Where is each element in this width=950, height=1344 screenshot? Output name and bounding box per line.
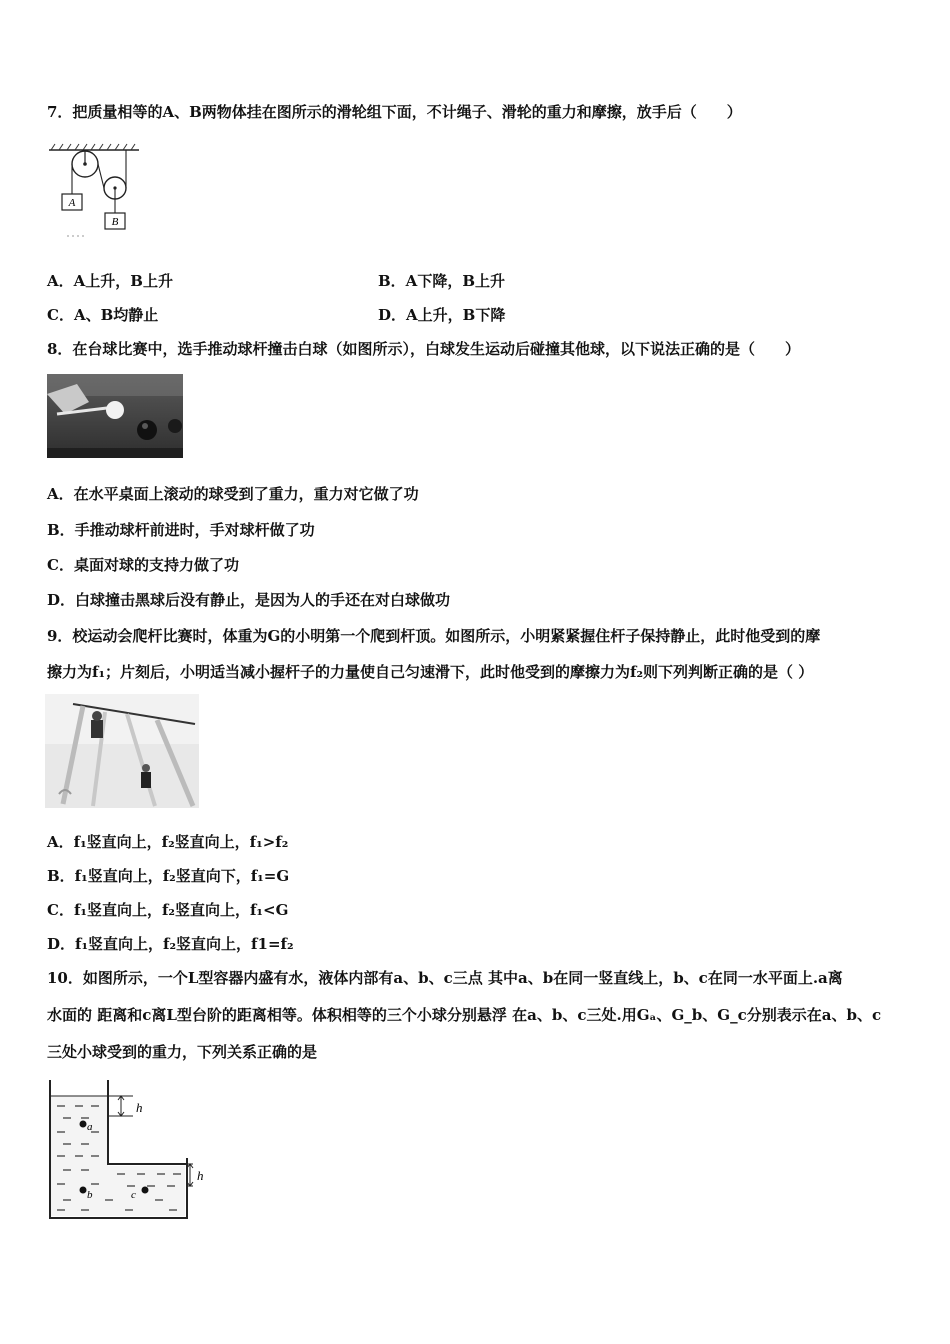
q9-option-c: C．f₁竖直向上，f₂竖直向上，f₁<G (47, 901, 289, 919)
point-b-label: b (87, 1189, 93, 1201)
pole-climbing-photo (45, 694, 199, 808)
q8-option-b: B．手推动球杆前进时，手对球杆做了功 (47, 521, 315, 539)
q9-option-d: D．f₁竖直向上，f₂竖直向上，f1=f₂ (47, 935, 294, 953)
q8-option-a: A．在水平桌面上滚动的球受到了重力，重力对它做了功 (47, 485, 419, 503)
depth-h-label-right: h (197, 1168, 204, 1183)
point-a-label: a (87, 1121, 93, 1133)
q9-stem-line2: 擦力为f₁；片刻后，小明适当减小握杆子的力量使自己匀速滑下，此时他受到的摩擦力为f₂则下列判断正确的是（ ） (47, 663, 814, 681)
q8-option-d: D．白球撞击黑球后没有静止，是因为人的手还在对白球做功 (47, 591, 451, 609)
q10-stem-line1: 10．如图所示，一个L型容器内盛有水，液体内部有a、b、c三点 其中a、b在同一竖直线上，b、c在同一水平面上.a离 (47, 969, 843, 987)
l-container-figure (45, 1078, 215, 1224)
pulley-figure (47, 140, 142, 240)
block-a-label: A (68, 197, 76, 209)
q10-stem-line2: 水面的 距离和c离L型台阶的距离相等。体积相等的三个小球分别悬浮 在a、b、c三处.用Gₐ、G_b、G_c分别表示在a、b、c (47, 1006, 882, 1024)
q7-option-a: A．A上升，B上升 (47, 272, 173, 290)
q9-option-b: B．f₁竖直向上，f₂竖直向下，f₁=G (47, 867, 290, 885)
block-b-label: B (111, 216, 119, 228)
q9-stem-line1: 9．校运动会爬杆比赛时，体重为G的小明第一个爬到杆顶。如图所示，小明紧紧握住杆子保持静止，此时他受到的摩 (47, 627, 821, 645)
q7-stem: 7．把质量相等的A、B两物体挂在图所示的滑轮组下面，不计绳子、滑轮的重力和摩擦，放手后（ ） (47, 103, 742, 121)
billiards-photo (47, 374, 183, 458)
point-c-label: c (131, 1189, 136, 1201)
q9-option-a: A．f₁竖直向上，f₂竖直向上，f₁>f₂ (47, 833, 289, 851)
q10-stem-line3: 三处小球受到的重力，下列关系正确的是 (47, 1043, 318, 1061)
depth-h-label-top: h (136, 1100, 143, 1115)
q7-option-b: B．A下降，B上升 (378, 272, 505, 290)
q8-stem: 8．在台球比赛中，选手推动球杆撞击白球（如图所示），白球发生运动后碰撞其他球，以下说法正确的是（ ） (47, 340, 800, 358)
q7-option-d: D．A上升，B下降 (378, 306, 506, 324)
q7-option-c: C．A、B均静止 (47, 306, 159, 324)
q8-option-c: C．桌面对球的支持力做了功 (47, 556, 239, 574)
